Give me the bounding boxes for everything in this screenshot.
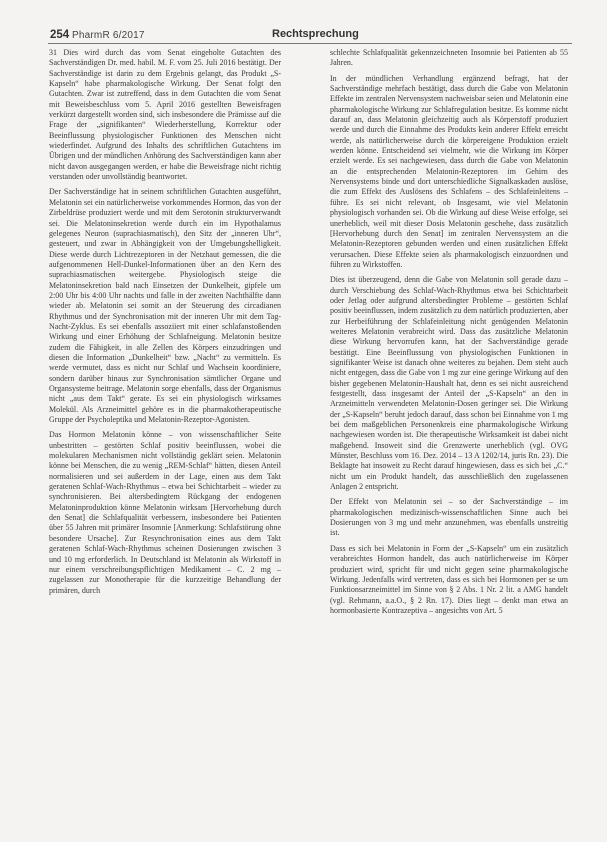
page-number: 254 bbox=[50, 29, 70, 41]
paragraph: schlechte Schlafqualität gekennzeichneten Insomnie bei Patienten ab 55 Jahren. bbox=[330, 48, 568, 68]
paragraph: 31 Dies wird durch das vom Senat eingeholte Gutachten des Sachverständigen Dr. med. habil. M. F. vom 25. Juli 2016 bestätigt. Der Sachverständige ist darin zu dem Ergebnis gelangt, das Produkt „S-Kapseln“ habe pharmakologische Wirkung. Der Senat folgt den Gutachten. Zwar ist zutreffend, dass in dem Gutachten die vom Senat mit Beweisbeschluss vom 5. April 2016 gestellten Beweisfragen verkürzt dargestellt worden sind, sich insbesondere die Prämisse auf die Frage der „signifikanten“ Wiederherstellung, Korrektur oder Beeinflussung physiologischer Funktionen des Menschen nicht wiederfindet. Aufgrund des Inhalts des schriftlichen Gutachtens im Übrigen und der mündlichen Anhörung des Sachverständigen kann aber nicht davon ausgegangen werden, er habe die Beweisfrage nicht richtig verstanden oder unvollständig beantwortet. bbox=[49, 48, 281, 182]
paragraph: Der Sachverständige hat in seinem schriftlichen Gutachten ausgeführt, Melatonin sei ein natürlicherweise vorkommendes Hormon, das von der Zirbeldrüse produziert werde und mit dem Serotonin strukturverwandt sei. Die Melatoninsekretion werde durch ein im Hypothalamus gelegenes Neuron (suprachiasmatisch), den Sitz der „inneren Uhr“, gesteuert, und zwar in Abhängigkeit von der Umgebungshelligkeit. Diese werde durch Lichtrezeptoren in der Netzhaut gemessen, die die aufgenommenen Hell-Dunkel-Informationen über an den Kern des suprachiasmatischen weitergebe. Physiologisch steige die Melatoninsekretion bald nach Einsetzen der Dunkelheit, gipfele um 2:00 Uhr bis 4:00 Uhr nachts und falle in der zweiten Nachthälfte dann wieder ab. Melatonin sei somit an der Steuerung des circadianen Rhythmus und der Synchronisation mit der inneren Uhr mit dem Tag-Nacht-Zyklus. Es sei ebenfalls assoziiert mit einer schlafanstoßenden Wirkung und einer Erhöhung der Schlafneigung. Melatonin besitze zudem die Fähigkeit, in alle Zellen des Körpers einzudringen und diesen die Information „Dunkelheit“ bzw. „Nacht“ zu vermitteln. Es werde vermutet, dass es nicht nur Schlaf und Wachsein koordiniere, sondern darüber hinaus zur Synchronisation sämtlicher Organe und Organsysteme beitrage. Melatonin sorge ebenfalls, dass der Organismus nicht „aus dem Takt“ gerate. Es sei ein physiologisch wirksames Molekül. Als Arzneimittel gehöre es in die pharmakotherapeutische Gruppe der Psycholeptika und Melatonin-Rezeptor-Agonisten. bbox=[49, 187, 281, 425]
header-rule-left bbox=[48, 43, 270, 44]
paragraph: In der mündlichen Verhandlung ergänzend befragt, hat der Sachverständige mehrfach bestätigt, dass durch die Gabe von Melatonin Effekte im zentralen Nervensystem nachweisbar seien und Melatonin eine pharmakologische Wirkung zur Schlafregulation besitze. Es komme nicht darauf an, dass Melatonin gleichzeitig auch als Körperstoff produziert werde und durch die Einnahme des Produkts kein anderer Effekt erreicht werde, als natürlicherweise durch die körpereigene Produktion erzielt werden könne. Entscheidend sei vielmehr, wie die Wirkung im Körper erzielt werde. Es sei nachgewiesen, dass durch die Gabe von Melatonin an die entsprechenden Melatonin-Rezeptoren im Gehirn des Nervensystems binde und dort unterschiedliche Signalkaskaden auslöse, die zum Effekt des Auslösens des Schlafens – des Schlafeinleitens – führe. Es sei nicht relevant, ob Insgesamt, wie viel Melatonin physiologisch vorhanden sei. Ob die Wirkung auf diese Weise erfolge, sei unerheblich, weil mit dieser Dosis Melatonin geschehe, dass zusätzlich [Hervorhebung durch den Senat] im zentralen Nervensystem an die Melatonin-Rezeptoren gebunden werden und einen zusätzlichen Effekt verursachen. Diese Effekte seien als pharmakologisch einzuordnen und führen zu Wirkstoffen. bbox=[330, 73, 568, 269]
paragraph: Das Hormon Melatonin könne – von wissenschaftlicher Seite unbestritten – gestörten Schlaf positiv beeinflussen, wobei die molekularen Mechanismen nicht vollständig geklärt seien. Melatonin könne bei Menschen, die zu wenig „REM-Schlaf“ hätten, diesen Anteil normalisieren und sei außerdem in der Lage, einen aus dem Takt geratenen Schlaf-Wach-Rhythmus – etwa bei Schichtarbeit – wieder zu synchronisieren. Bei altersbedingtem Rückgang der endogenen Melatoninproduktion könne Melatonin wirksam [Hervorhebung durch den Senat] die Schlafqualität verbessern, insbesondere bei Patienten über 55 Jahren mit primärer Insomnie [Anmerkung: Schlafstörung ohne besondere Ursache]. Zur Resynchronisation eines aus dem Takt geratenen Schlaf-Wach-Rhythmus scheinen Dosierungen zwischen 3 und 10 mg erforderlich. In Deutschland ist Melatonin als Wirkstoff in nur einem verschreibungspflichtigen Medikament – C. 2 mg – zugelassen zur Monotherapie für die kurzzeitige Behandlung der primären, durch bbox=[49, 430, 281, 595]
left-column bbox=[49, 48, 281, 601]
paragraph: Der Effekt von Melatonin sei – so der Sachverständige – im pharmakologischen medizinisch-wissenschaftlichen Sinne auch bei Dosierungen von 3 mg und mehr anzunehmen, was ebenfalls unstreitig ist. bbox=[330, 497, 568, 538]
paragraph: Dass es sich bei Melatonin in Form der „S-Kapseln“ um ein zusätzlich verabreichtes Hormon handelt, das auch natürlicherweise im Körper produziert wird, spricht für und nicht gegen seine pharmakologische Wirkung. Jedenfalls wird vertreten, dass es sich bei Hormonen per se um Funktionsarzneimittel im Sinne von § 2 Abs. 1 Nr. 2 lit. a AMG handelt (vgl. Rehmann, a.a.O., § 2 Rn. 17). Dies liegt – denkt man etwa an hormonbasierte Kontrazeptiva – angesichts von Art. 5 bbox=[330, 543, 568, 615]
journal-title: PharmR 6/2017 bbox=[72, 30, 145, 41]
right-column bbox=[330, 48, 568, 621]
header-rule-right bbox=[270, 43, 572, 44]
section-title: Rechtsprechung bbox=[272, 28, 359, 40]
paragraph: Dies ist überzeugend, denn die Gabe von Melatonin soll gerade dazu – durch Verschiebung des Schlaf-Wach-Rhythmus etwa bei Schichtarbeit oder Jetlag oder aufgrund altersbedingter Probleme – gestörten Schlaf positiv beeinflussen, indem zusätzlich zu dem natürlich produzierten, aber zur Herbeiführung der Schlafeinleitung nicht genügenden Melatonin weiteres Melatonin verabreicht wird. Dass das zusätzliche Melatonin diese Wirkung hervorrufen kann, hat der Sachverständige gerade bestätigt. Eine Beeinflussung von physiologischen Funktionen in signifikanter Weise ist danach ohne weiteres zu bejahen. Dem steht auch nicht entgegen, dass die Gabe von 1 mg zur eine geringe Wirkung auf den bisher gegebenen Melatonin-Haushalt hat, denn es sei nicht ausreichend festgestellt, dass insgesamt der Anteil der „S-Kapseln“ an den in Arzneimitteln verwendeten Melatonin-Dosen geringer sei. Die Wirkung der „S-Kapseln“ beruht jedoch darauf, dass schon bei Einnahme von 1 mg bei dem maßgeblichen Personenkreis eine pharmakologische Wirkung nachgewiesen worden ist. Die therapeutische Wirksamkeit ist dabei nicht maßgebend. Insoweit sind die Grenzwerte unerheblich (vgl. OVG Münster, Beschluss vom 16. Dez. 2014 – 13 A 1202/14, juris Rn. 23). Die Beklagte hat insoweit zu Recht darauf hingewiesen, dass es sich bei „C.“ nicht um ein Produkt handelt, das ausschließlich den zugelassenen Anlagen 2 entspricht. bbox=[330, 275, 568, 492]
